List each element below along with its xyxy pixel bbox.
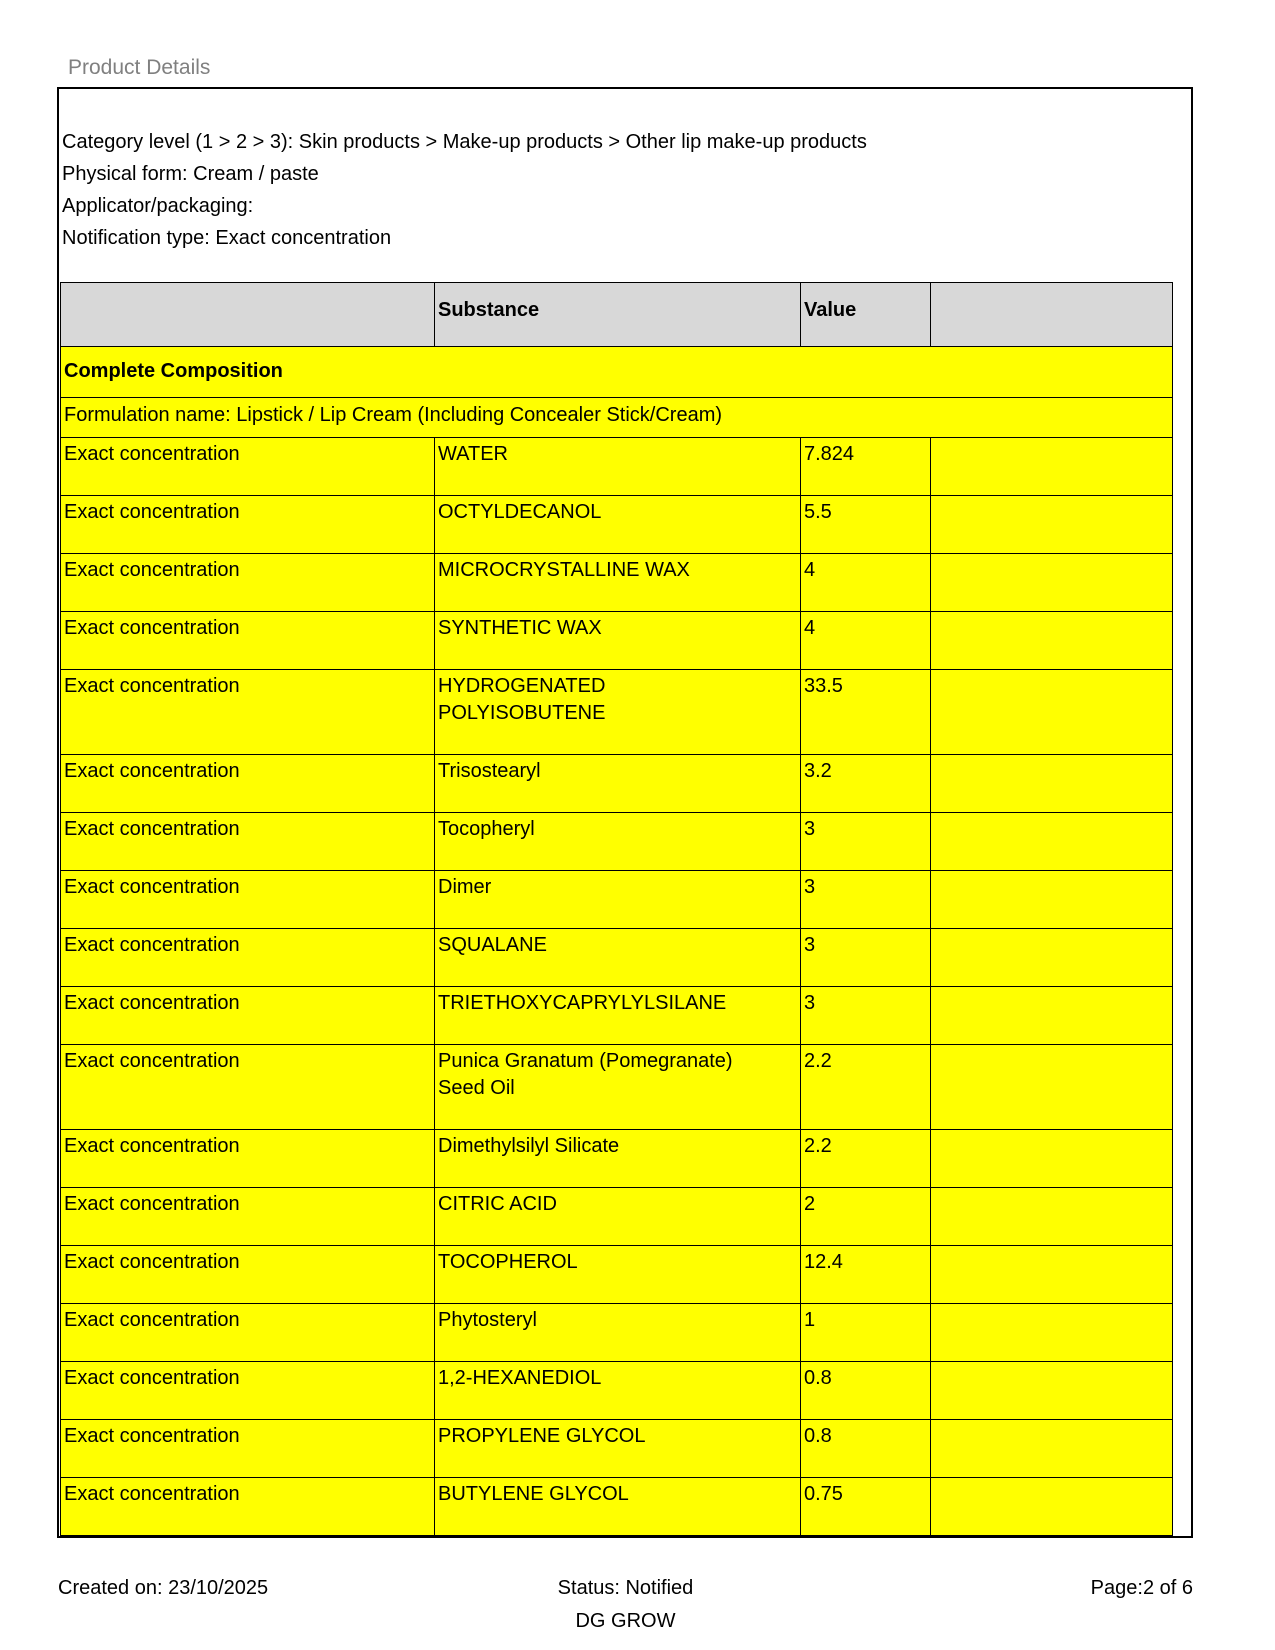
concentration-type-cell: Exact concentration <box>61 438 435 496</box>
composition-row <box>61 1420 1173 1478</box>
table-header-row <box>61 283 1173 347</box>
concentration-type-cell: Exact concentration <box>61 1045 435 1130</box>
physical-form-line: Physical form: Cream / paste <box>62 163 319 185</box>
composition-row <box>61 1362 1173 1420</box>
category-level-line: Category level (1 > 2 > 3): Skin products > Make-up products > Other lip make-up products <box>62 131 867 153</box>
composition-row <box>61 1045 1173 1130</box>
concentration-type-cell: Exact concentration <box>61 755 435 813</box>
value-cell: 4 <box>801 612 931 670</box>
substance-cell: TOCOPHEROL <box>435 1246 801 1304</box>
substance-cell: BUTYLENE GLYCOL <box>435 1478 801 1536</box>
organization-label: DG GROW <box>575 1610 676 1632</box>
value-cell: 4 <box>801 554 931 612</box>
formulation-name-cell: Formulation name: Lipstick / Lip Cream (Including Concealer Stick/Cream) <box>61 398 1173 438</box>
value-cell: 33.5 <box>801 670 931 755</box>
composition-rows <box>61 438 1173 1536</box>
empty-cell <box>931 929 1173 987</box>
value-cell: 5.5 <box>801 496 931 554</box>
substance-cell: SQUALANE <box>435 929 801 987</box>
composition-row <box>61 438 1173 496</box>
empty-cell <box>931 1188 1173 1246</box>
value-cell: 3 <box>801 871 931 929</box>
concentration-type-cell: Exact concentration <box>61 670 435 755</box>
value-cell: 3 <box>801 987 931 1045</box>
empty-cell <box>931 813 1173 871</box>
composition-row <box>61 813 1173 871</box>
section-title-row <box>61 347 1173 398</box>
value-cell: 2 <box>801 1188 931 1246</box>
empty-cell <box>931 755 1173 813</box>
value-cell: 1 <box>801 1304 931 1362</box>
value-cell: 12.4 <box>801 1246 931 1304</box>
applicator-packaging-line: Applicator/packaging: <box>62 195 254 217</box>
empty-cell <box>931 1478 1173 1536</box>
substance-cell: OCTYLDECANOL <box>435 496 801 554</box>
value-cell: 0.8 <box>801 1420 931 1478</box>
empty-cell <box>931 1246 1173 1304</box>
composition-row <box>61 612 1173 670</box>
value-cell: 2.2 <box>801 1045 931 1130</box>
value-cell: 3 <box>801 813 931 871</box>
composition-row <box>61 1130 1173 1188</box>
composition-row <box>61 496 1173 554</box>
header-value: Value <box>801 283 931 347</box>
concentration-type-cell: Exact concentration <box>61 496 435 554</box>
status-label: Status: Notified <box>557 1577 694 1599</box>
composition-row <box>61 755 1173 813</box>
concentration-type-cell: Exact concentration <box>61 1478 435 1536</box>
substance-cell: Punica Granatum (Pomegranate) Seed Oil <box>435 1045 801 1130</box>
header-substance: Substance <box>435 283 801 347</box>
concentration-type-cell: Exact concentration <box>61 813 435 871</box>
concentration-type-cell: Exact concentration <box>61 1188 435 1246</box>
page-number-label: Page:2 of 6 <box>1090 1577 1193 1599</box>
substance-cell: Dimethylsilyl Silicate <box>435 1130 801 1188</box>
concentration-type-cell: Exact concentration <box>61 1362 435 1420</box>
header-empty-type <box>61 283 435 347</box>
created-on-label: Created on: 23/10/2025 <box>58 1577 269 1599</box>
substance-cell: Dimer <box>435 871 801 929</box>
substance-cell: Trisostearyl <box>435 755 801 813</box>
substance-cell: PROPYLENE GLYCOL <box>435 1420 801 1478</box>
substance-cell: Tocopheryl <box>435 813 801 871</box>
empty-cell <box>931 612 1173 670</box>
substance-cell: HYDROGENATED POLYISOBUTENE <box>435 670 801 755</box>
value-cell: 7.824 <box>801 438 931 496</box>
value-cell: 0.8 <box>801 1362 931 1420</box>
concentration-type-cell: Exact concentration <box>61 612 435 670</box>
empty-cell <box>931 1304 1173 1362</box>
concentration-type-cell: Exact concentration <box>61 1420 435 1478</box>
concentration-type-cell: Exact concentration <box>61 929 435 987</box>
empty-cell <box>931 554 1173 612</box>
substance-cell: 1,2-HEXANEDIOL <box>435 1362 801 1420</box>
empty-cell <box>931 1045 1173 1130</box>
status-block <box>433 1576 819 1634</box>
substance-cell: CITRIC ACID <box>435 1188 801 1246</box>
value-cell: 2.2 <box>801 1130 931 1188</box>
page-footer <box>58 1576 1193 1634</box>
composition-row <box>61 1478 1173 1536</box>
composition-row <box>61 1188 1173 1246</box>
composition-row <box>61 871 1173 929</box>
concentration-type-cell: Exact concentration <box>61 1246 435 1304</box>
substance-cell: MICROCRYSTALLINE WAX <box>435 554 801 612</box>
composition-row <box>61 929 1173 987</box>
concentration-type-cell: Exact concentration <box>61 987 435 1045</box>
composition-row <box>61 670 1173 755</box>
formulation-name-row <box>61 398 1173 438</box>
empty-cell <box>931 670 1173 755</box>
value-cell: 3 <box>801 929 931 987</box>
substance-cell: TRIETHOXYCAPRYLYLSILANE <box>435 987 801 1045</box>
header-empty-end <box>931 283 1173 347</box>
value-cell: 3.2 <box>801 755 931 813</box>
composition-table <box>60 282 1173 1536</box>
empty-cell <box>931 496 1173 554</box>
concentration-type-cell: Exact concentration <box>61 1304 435 1362</box>
composition-row <box>61 987 1173 1045</box>
concentration-type-cell: Exact concentration <box>61 554 435 612</box>
empty-cell <box>931 1420 1173 1478</box>
empty-cell <box>931 987 1173 1045</box>
section-title-cell: Complete Composition <box>61 347 1173 398</box>
empty-cell <box>931 1130 1173 1188</box>
empty-cell <box>931 871 1173 929</box>
notification-type-line: Notification type: Exact concentration <box>62 227 392 249</box>
composition-row <box>61 554 1173 612</box>
composition-row <box>61 1304 1173 1362</box>
substance-cell: Phytosteryl <box>435 1304 801 1362</box>
product-info-block <box>62 126 1181 254</box>
concentration-type-cell: Exact concentration <box>61 1130 435 1188</box>
empty-cell <box>931 1362 1173 1420</box>
concentration-type-cell: Exact concentration <box>61 871 435 929</box>
empty-cell <box>931 438 1173 496</box>
product-details-box <box>57 87 1193 1538</box>
substance-cell: SYNTHETIC WAX <box>435 612 801 670</box>
composition-row <box>61 1246 1173 1304</box>
page-title: Product Details <box>68 56 211 79</box>
value-cell: 0.75 <box>801 1478 931 1536</box>
substance-cell: WATER <box>435 438 801 496</box>
